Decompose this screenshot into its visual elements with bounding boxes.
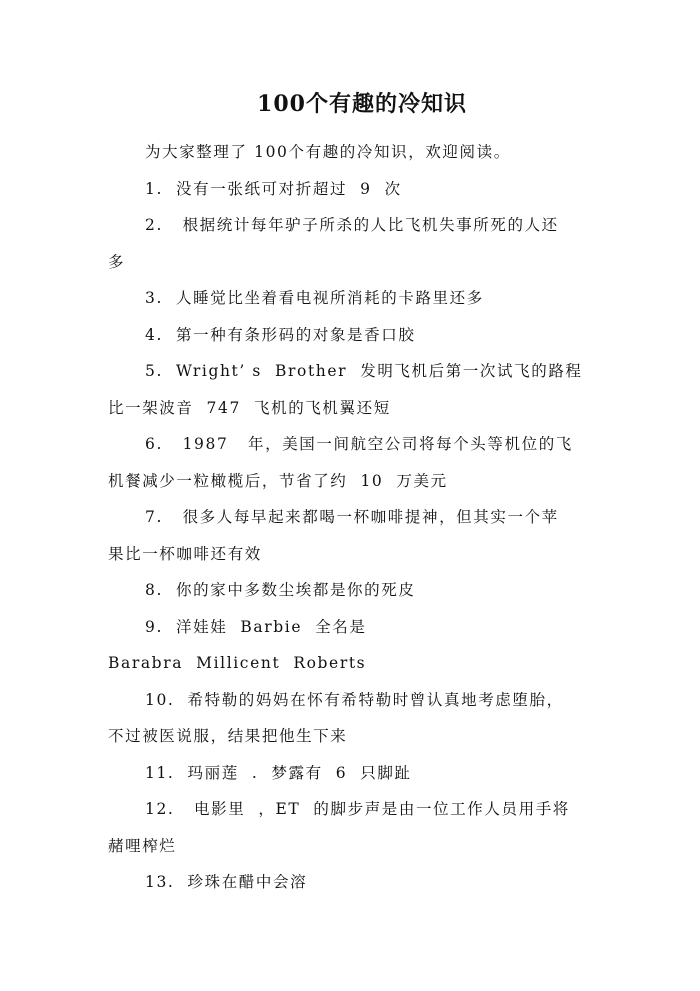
text-line: 11. 玛丽莲 . 梦露有 6 只脚趾 [145,763,412,782]
text-line: 6. 1987 年，美国一间航空公司将每个头等机位的飞 [145,435,573,453]
text-line: 9. 洋娃娃 Barbie 全名是 [145,617,367,636]
document-body [108,134,606,901]
text-line: 5. Wright’ s Brother 发明飞机后第一次试飞的路程 [145,362,583,380]
text-line: 赭哩榨烂 [108,836,177,855]
text-line: 1. 没有一张纸可对折超过 9 次 [145,179,402,198]
text-line: 10. 希特勒的妈妈在怀有希特勒时曾认真地考虑堕胎， [145,690,564,709]
text-line: 12. 电影里 ，ET 的脚步声是由一位工作人员用手将 [145,800,570,818]
text-line: 7. 很多人每早起来都喝一杯咖啡提神，但其实一个苹 [145,508,559,526]
text-line: 机餐减少一粒橄榄后，节省了约 10 万美元 [108,471,448,490]
text-line: 13. 珍珠在醋中会溶 [145,873,308,891]
text-line: 3. 人睡觉比坐着看电视所消耗的卡路里还多 [145,289,484,307]
intro-line: 为大家整理了 100个有趣的冷知识，欢迎阅读。 [145,143,511,161]
text-line: Barabra Millicent Roberts [108,654,367,672]
text-line: 8. 你的家中多数尘埃都是你的死皮 [145,581,416,599]
text-line: 果比一杯咖啡还有效 [108,544,262,563]
text-line: 4. 第一种有条形码的对象是香口胶 [145,325,416,344]
text-line: 不过被医说服，结果把他生下来 [108,727,348,745]
text-line: 2. 根据统计每年驴子所杀的人比飞机失事所死的人还 [145,216,559,234]
text-line: 多 [108,252,126,271]
text-line: 比一架波音 747 飞机的飞机翼还短 [108,398,391,417]
document-title: 100个有趣的冷知识 [257,91,467,117]
